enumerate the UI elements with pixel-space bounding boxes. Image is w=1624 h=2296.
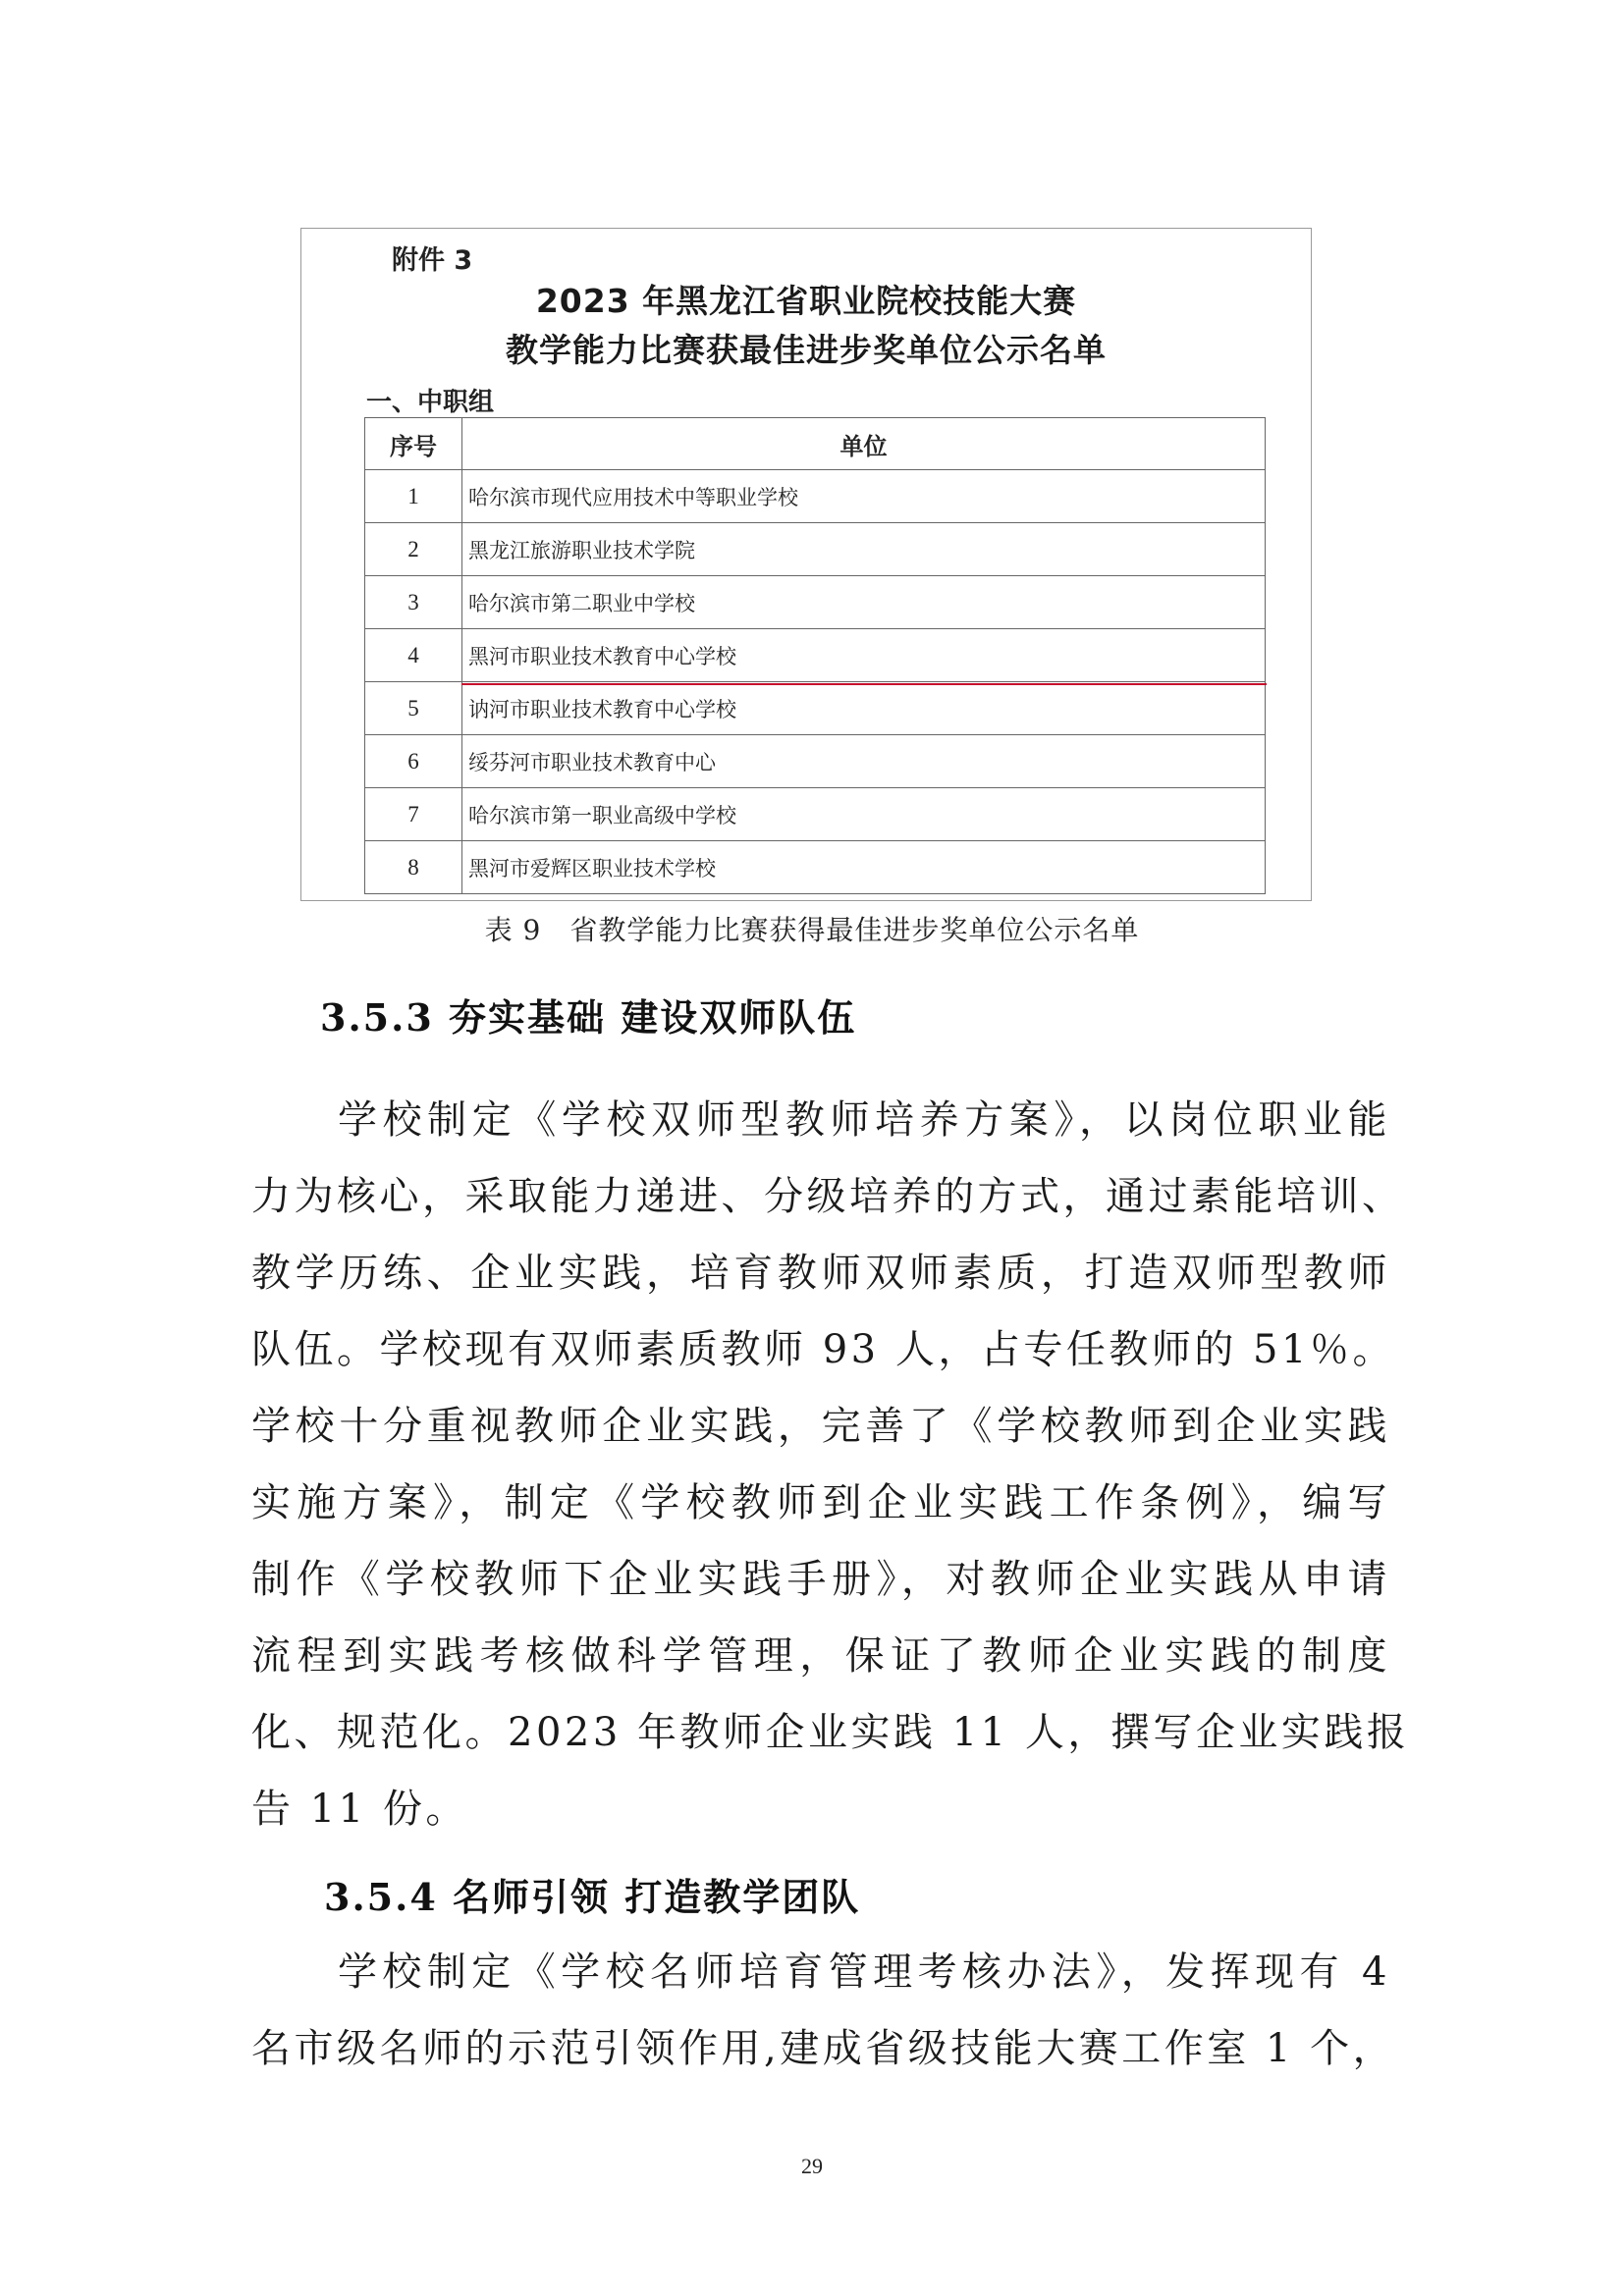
units-table (364, 417, 1266, 894)
row-no: 6 (365, 735, 462, 788)
figure-title-line1: 2023 年黑龙江省职业院校技能大赛 (535, 282, 1077, 320)
row-no: 4 (365, 629, 462, 682)
paragraph-line: 化、规范化。2023 年教师企业实践 11 人，撰写企业实践报 (251, 1710, 1410, 1755)
paragraph-line: 流程到实践考核做科学管理，保证了教师企业实践的制度 (251, 1633, 1390, 1679)
paragraph-line: 制作《学校教师下企业实践手册》，对教师企业实践从申请 (251, 1557, 1390, 1602)
paragraph-line: 学校制定《学校双师型教师培养方案》，以岗位职业能 (338, 1097, 1390, 1143)
table-row (365, 576, 1266, 629)
row-no: 2 (365, 523, 462, 576)
paragraph-line: 教学历练、企业实践，培育教师双师素质，打造双师型教师 (251, 1251, 1390, 1296)
section-heading-3-5-3: 3.5.3 夯实基础 建设双师队伍 (320, 995, 857, 1040)
row-unit: 讷河市职业技术教育中心学校 (462, 682, 1266, 735)
figure-title-line2: 教学能力比赛获最佳进步奖单位公示名单 (506, 331, 1107, 369)
paragraph-line: 力为核心，采取能力递进、分级培养的方式，通过素能培训、 (251, 1174, 1405, 1219)
figure-section-label: 一、中职组 (366, 388, 495, 417)
row-unit: 绥芬河市职业技术教育中心 (462, 735, 1266, 788)
red-underline-mark (461, 683, 1267, 685)
row-unit: 黑河市职业技术教育中心学校 (462, 629, 1266, 682)
header-unit: 单位 (462, 418, 1266, 470)
row-unit: 哈尔滨市第一职业高级中学校 (462, 788, 1266, 841)
paragraph-line: 告 11 份。 (251, 1787, 468, 1832)
table-row (365, 523, 1266, 576)
table-header-row (365, 418, 1266, 470)
table-caption: 表 9 省教学能力比赛获得最佳进步奖单位公示名单 (484, 914, 1140, 946)
embedded-table-image (300, 228, 1312, 901)
paragraph-line: 队伍。学校现有双师素质教师 93 人，占专任教师的 51％。 (251, 1327, 1395, 1372)
table-row (365, 841, 1266, 894)
paragraph-line: 名市级名师的示范引领作用,建成省级技能大赛工作室 1 个， (251, 2026, 1396, 2071)
paragraph-line: 实施方案》，制定《学校教师到企业实践工作条例》，编写 (251, 1480, 1390, 1525)
row-unit: 黑河市爱辉区职业技术学校 (462, 841, 1266, 894)
paragraph-line: 学校十分重视教师企业实践，完善了《学校教师到企业实践 (251, 1404, 1390, 1449)
row-no: 5 (365, 682, 462, 735)
row-unit: 哈尔滨市第二职业中学校 (462, 576, 1266, 629)
paragraph-line: 学校制定《学校名师培育管理考核办法》，发挥现有 4 (338, 1949, 1390, 1995)
row-no: 7 (365, 788, 462, 841)
row-unit: 黑龙江旅游职业技术学院 (462, 523, 1266, 576)
table-row (365, 629, 1266, 682)
table-row (365, 788, 1266, 841)
section-heading-3-5-4: 3.5.4 名师引领 打造教学团队 (324, 1875, 861, 1919)
table-row (365, 682, 1266, 735)
section-3-5-3-paragraph (251, 1082, 1410, 1847)
annex-label: 附件 3 (392, 245, 473, 276)
table-row (365, 470, 1266, 523)
row-no: 3 (365, 576, 462, 629)
row-unit: 哈尔滨市现代应用技术中等职业学校 (462, 470, 1266, 523)
table-row (365, 735, 1266, 788)
row-no: 1 (365, 470, 462, 523)
section-3-5-4-paragraph (251, 1934, 1396, 2087)
header-no: 序号 (365, 418, 462, 470)
row-no: 8 (365, 841, 462, 894)
page-number: 29 (801, 2154, 823, 2178)
